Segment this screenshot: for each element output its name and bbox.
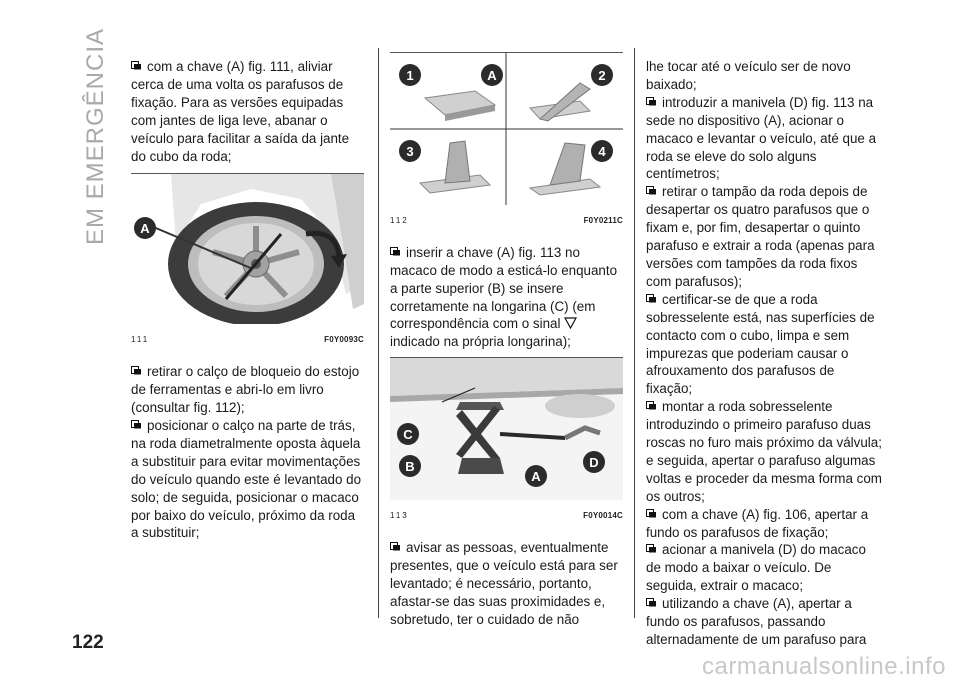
- bullet-icon: [646, 97, 657, 106]
- figure-caption: [390, 507, 623, 525]
- column-separator: [634, 48, 635, 618]
- callout-b: B: [405, 459, 415, 475]
- instruction-item: retirar o tampão da roda depois de desapertar os quatro parafusos que o fixam e, por fim, desapertar o quinto parafuso e extrair a roda (apenas para versões com tampões da roda fixos com parafusos);: [646, 184, 875, 289]
- step-1-badge: 1: [406, 68, 414, 83]
- bullet-icon: [390, 247, 401, 256]
- instruction-item: com a chave (A) fig. 111, aliviar cerca de uma volta os parafusos de fixação. Para as versões equipadas com jantes de liga leve, abanar o veículo para facilitar a saída da jante do cubo da roda;: [131, 59, 350, 164]
- instruction-item: retirar o calço de bloqueio do estojo de ferramentas e abri-lo em livro (consultar fig. 112);: [131, 364, 360, 416]
- column-2: [390, 52, 623, 629]
- figure-111: [131, 173, 364, 349]
- figure-number: 113: [390, 511, 409, 521]
- bullet-icon: [390, 542, 401, 551]
- bullet-icon: [646, 401, 657, 410]
- column-1: [131, 58, 364, 542]
- bullet-icon: [131, 61, 142, 70]
- column-3: [646, 58, 883, 649]
- down-triangle-sign-icon: [564, 317, 577, 329]
- instruction-item: acionar a manivela (D) do macaco de modo a baixar o veículo. De seguida, extrair o macaco;: [646, 542, 866, 594]
- page-number: 122: [72, 632, 104, 653]
- wheel-lug-wrench-illustration: [131, 174, 364, 324]
- figure-number: 111: [131, 335, 150, 345]
- callout-a: A: [487, 68, 497, 83]
- column-separator: [378, 48, 379, 618]
- instruction-item: introduzir a manivela (D) fig. 113 na sede no dispositivo (A), acionar o macaco e levantar o veículo, até que a roda se eleve do solo alguns centímetros;: [646, 94, 877, 182]
- instruction-item: com a chave (A) fig. 106, apertar a fundo os parafusos de fixação;: [646, 506, 869, 540]
- figure-113: [390, 357, 623, 525]
- figure-112: [390, 52, 623, 230]
- wheel-chock-steps-illustration: [390, 53, 623, 205]
- bullet-icon: [646, 509, 657, 518]
- bullet-icon: [646, 294, 657, 303]
- callout-d: D: [589, 455, 599, 471]
- section-title: EM EMERGÊNCIA: [82, 27, 109, 245]
- watermark: carmanualsonline.info: [702, 653, 946, 680]
- figure-code: F0Y0211C: [583, 215, 623, 225]
- bullet-icon: [131, 420, 142, 429]
- instruction-item: inserir a chave (A) fig. 113 no macaco de modo a esticá-lo enquanto a parte superior (B) se insere corretamente na longarina (C) (em correspondência com o sinal indicado na própria longarina);: [390, 244, 618, 350]
- callout-a: A: [531, 469, 541, 485]
- instruction-item: montar a roda sobresselente introduzindo o primeiro parafuso duas roscas no furo mais próximo da válvula; e seguida, apertar o parafuso algumas voltas e proceder da mesma forma com os outros;: [646, 399, 882, 504]
- bullet-icon: [646, 186, 657, 195]
- callout-c: C: [403, 427, 413, 443]
- bullet-icon: [646, 544, 657, 553]
- figure-code: F0Y0093C: [324, 335, 364, 345]
- instruction-item: certificar-se de que a roda sobresselente está, nas superfícies de contacto com o cubo, limpa e sem impurezas que poderiam causar o afrouxamento dos parafusos de fixação;: [646, 291, 875, 397]
- figure-caption: [131, 331, 364, 349]
- figure-number: 112: [390, 215, 409, 225]
- bullet-icon: [131, 366, 142, 375]
- jack-under-vehicle-illustration: [390, 358, 623, 500]
- step-3-badge: 3: [406, 144, 414, 159]
- instruction-item: avisar as pessoas, eventualmente presentes, que o veículo está para ser levantado; é necessário, portanto, afastar-se das suas proximidades e, sobretudo, ter o cuidado de não: [390, 540, 618, 627]
- paragraph-continuation: lhe tocar até o veículo ser de novo baixado;: [646, 59, 851, 92]
- figure-code: F0Y0014C: [583, 511, 623, 521]
- bullet-icon: [646, 598, 657, 607]
- step-2-badge: 2: [598, 68, 606, 83]
- figure-caption: [390, 212, 623, 230]
- instruction-item: posicionar o calço na parte de trás, na roda diametralmente oposta àquela a substituir para evitar movimentações do veículo quando este é levantado do solo; de seguida, posicionar o macaco por baixo do veículo, próximo da roda a substituir;: [131, 417, 362, 541]
- step-4-badge: 4: [598, 144, 606, 159]
- instruction-item: utilizando a chave (A), apertar a fundo os parafusos, passando alternadamente de um parafuso para: [646, 596, 867, 647]
- callout-a: A: [140, 221, 150, 237]
